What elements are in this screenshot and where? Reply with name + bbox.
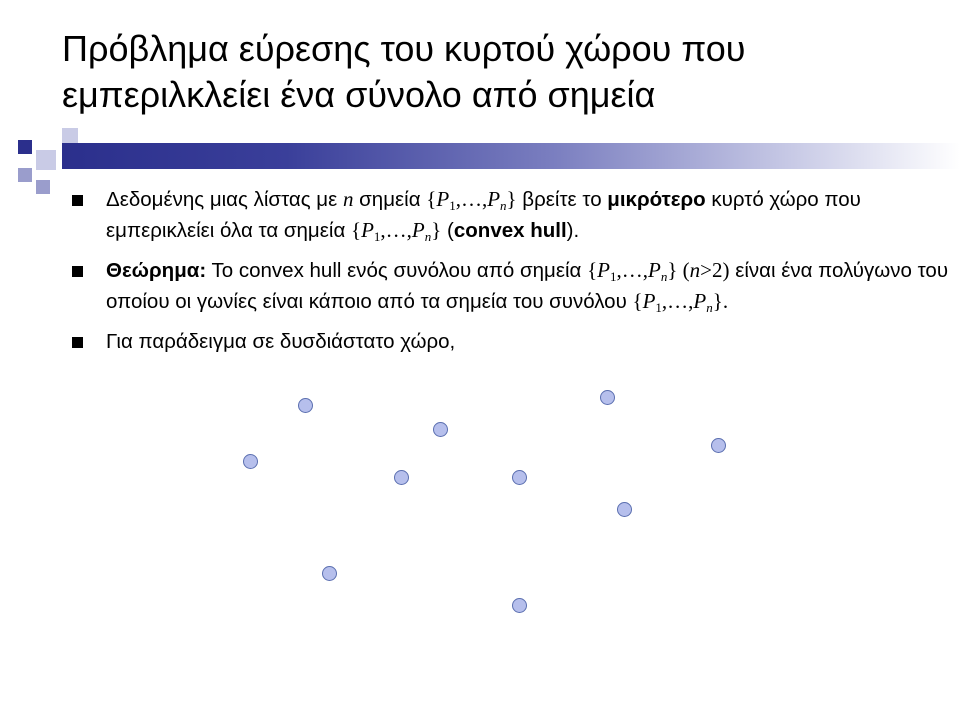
example-point (512, 598, 527, 613)
title-underline-bar (62, 143, 960, 169)
example-point (433, 422, 448, 437)
bullet-square-icon (72, 337, 83, 348)
example-point (394, 470, 409, 485)
slide-title: Πρόβλημα εύρεσης του κυρτού χώρου που εμπεριλκλείει ένα σύνολο από σημεία (62, 28, 746, 115)
deco-square (36, 150, 56, 170)
bullet-item: Δεδομένης μιας λίστας με n σημεία $\{P_1,\dots,P_n\}$ βρείτε το μικρότερο κυρτό χώρο που εμπερικλείει όλα τα σημεία $\{P_1,\dots,P_n\}$ (convex hull). (70, 187, 950, 249)
example-point (243, 454, 258, 469)
deco-square (36, 180, 50, 194)
bullet-item: Για παράδειγμα σε δυσδιάστατο χώρο, (70, 329, 950, 354)
example-point (298, 398, 313, 413)
deco-square (62, 128, 78, 144)
deco-square (18, 140, 32, 154)
bullet-square-icon (72, 195, 83, 206)
example-point (322, 566, 337, 581)
example-point (711, 438, 726, 453)
bold-term: convex hull (453, 219, 567, 242)
bullet-list (70, 187, 950, 363)
bold-term: Θεώρημα: (106, 259, 207, 282)
bullet-square-icon (72, 266, 83, 277)
example-point (512, 470, 527, 485)
deco-square (18, 168, 32, 182)
bullet-item: Θεώρημα: Το convex hull ενός συνόλου από σημεία $\{P_1,\dots,P_n\}$ (n>2) είναι ένα πολύγωνο του οποίου οι γωνίες είναι κάποιο από τα σημεία του συνόλου $\{P_1,\dots,P_n\}$. (70, 258, 950, 320)
example-point (600, 390, 615, 405)
example-point (617, 502, 632, 517)
bold-term: μικρότερο (607, 188, 706, 211)
